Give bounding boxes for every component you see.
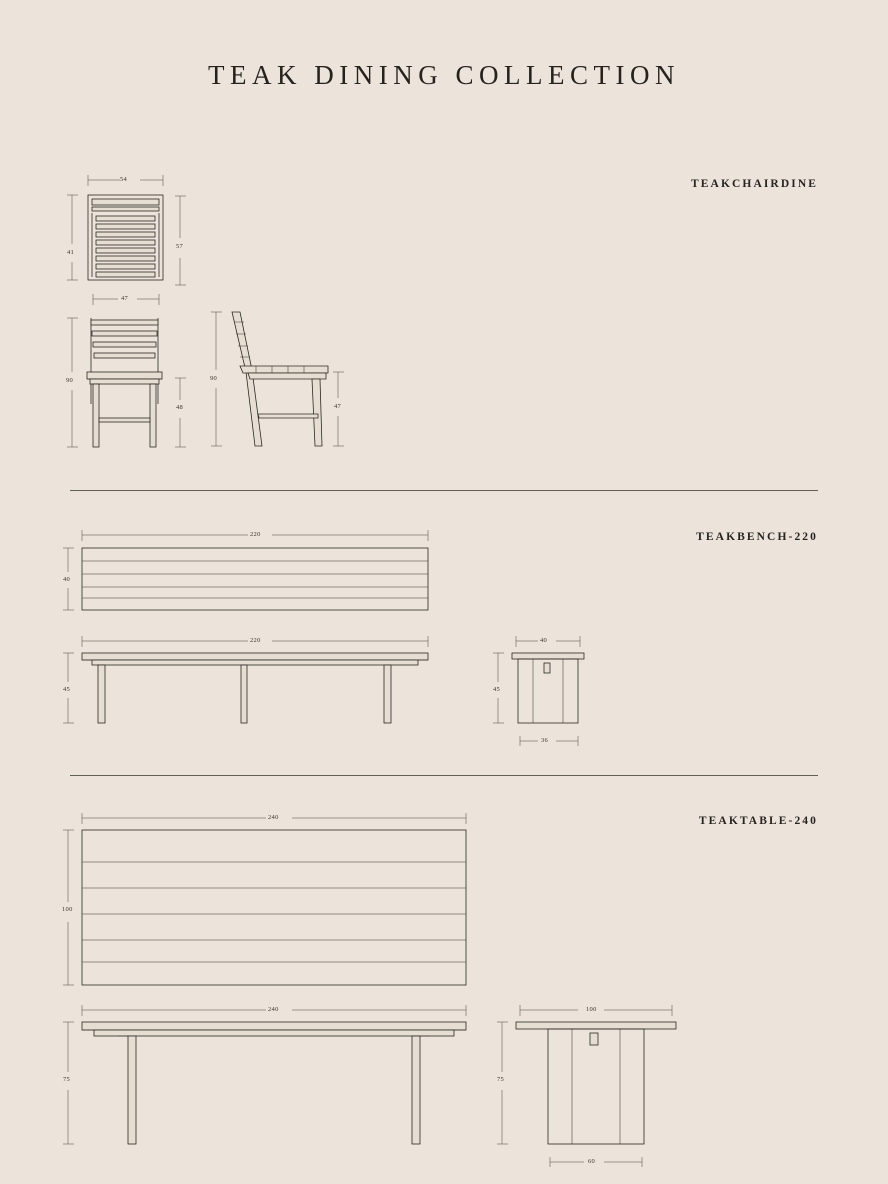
dim-chair-front-height: 90 [66, 377, 74, 384]
chair-front-view [67, 318, 186, 447]
dim-table-side-base-depth: 60 [588, 1158, 596, 1165]
dim-table-top-depth: 100 [62, 906, 73, 913]
chair-top-view [67, 175, 186, 305]
dim-chair-front-seat-height: 48 [176, 404, 184, 411]
section-label-bench: TEAKBENCH-220 [696, 531, 818, 543]
dim-table-front-length: 240 [268, 1006, 279, 1013]
table-side-view [497, 1005, 676, 1167]
section-label-table: TEAKTABLE-240 [698, 815, 818, 827]
dim-table-side-height: 75 [497, 1076, 505, 1083]
dim-chair-side-depth: 47 [334, 403, 342, 410]
dim-chair-top-width: 54 [120, 176, 128, 183]
page-title: TEAK DINING COLLECTION [208, 60, 680, 90]
table-front-view [63, 1005, 466, 1144]
bench-side-view [493, 636, 584, 746]
bench-front-view [63, 636, 428, 723]
divider-bench-table [70, 775, 818, 776]
bench-top-view [63, 530, 428, 610]
dim-table-front-height: 75 [63, 1076, 71, 1083]
dim-table-top-length: 240 [268, 814, 279, 821]
dim-bench-side-base-depth: 36 [541, 737, 549, 744]
dim-bench-front-length: 220 [250, 637, 261, 644]
dim-bench-top-length: 220 [250, 531, 261, 538]
dim-bench-side-height: 45 [493, 686, 501, 693]
dim-bench-top-depth: 40 [63, 576, 71, 583]
dim-table-side-depth: 100 [586, 1006, 597, 1013]
dim-bench-side-depth: 40 [540, 637, 548, 644]
divider-chair-bench [70, 490, 818, 491]
dim-chair-side-height: 90 [210, 375, 218, 382]
dim-chair-top-depth-left: 41 [67, 249, 75, 256]
dim-chair-top-seat-width: 47 [121, 295, 129, 302]
dim-chair-top-depth-right: 57 [176, 243, 184, 250]
chair-side-view [211, 312, 344, 446]
table-top-view [63, 813, 466, 985]
dim-bench-front-height: 45 [63, 686, 71, 693]
section-label-chair: TEAKCHAIRDINE [691, 178, 818, 190]
